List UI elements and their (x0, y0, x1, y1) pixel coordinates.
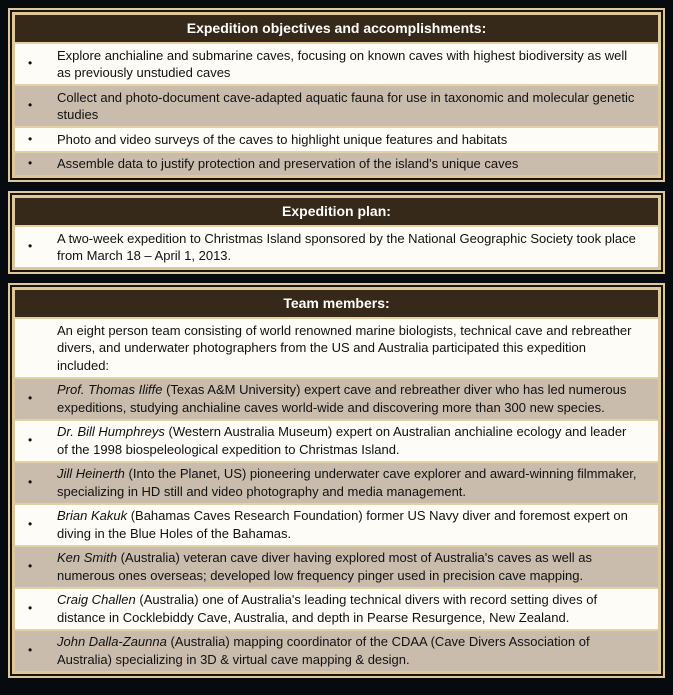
item-text: (Bahamas Caves Research Foundation) former US Navy diver and foremost expert on diving in the Blue Holes of the Bahamas. (57, 508, 628, 541)
list-item (15, 151, 658, 176)
bullet-icon: • (28, 600, 33, 615)
section-plan (8, 191, 665, 274)
bullet-icon: • (28, 642, 33, 657)
section-plan-frame (12, 195, 661, 270)
list-item (15, 419, 658, 461)
list-item (15, 227, 658, 267)
section-objectives-frame (12, 12, 661, 178)
bullet-icon: • (28, 56, 33, 71)
list-item (15, 461, 658, 503)
bullet-icon: • (28, 432, 33, 447)
item-text: An eight person team consisting of world renowned marine biologists, technical cave and rebreather divers, and underwater photographers from the US and Australia participated this expedition included: (57, 322, 632, 373)
member-name: Jill Heinerth (57, 466, 125, 481)
bullet-icon: • (28, 516, 33, 531)
bullet-icon: • (28, 390, 33, 405)
list-item (15, 629, 658, 671)
list-item (15, 84, 658, 126)
item-text: Photo and video surveys of the caves to highlight unique features and habitats (57, 131, 508, 147)
member-name: Ken Smith (57, 550, 117, 565)
member-name: Prof. Thomas Iliffe (57, 382, 163, 397)
bullet-icon: • (28, 239, 33, 254)
list-item (15, 503, 658, 545)
section-team (8, 283, 665, 678)
list-item (15, 377, 658, 419)
member-name: Craig Challen (57, 592, 136, 607)
section-title: Team members: (15, 290, 658, 319)
list-item (15, 545, 658, 587)
member-name: Brian Kakuk (57, 508, 128, 523)
section-title: Expedition objectives and accomplishments: (15, 15, 658, 44)
bullet-icon: • (28, 131, 33, 146)
list-item (15, 126, 658, 151)
bullet-icon: • (28, 156, 33, 170)
item-text: (Western Australia Museum) expert on Australian anchialine ecology and leader of the 1998 biospeleological expedition to Christmas Island. (57, 424, 627, 457)
member-name: Dr. Bill Humphreys (57, 424, 165, 439)
list-item (15, 319, 658, 377)
item-text: (Texas A&M University) expert cave and rebreather diver who has led numerous expeditions, studying anchialine caves world-wide and discovering more than 300 new species. (57, 382, 627, 415)
list-item (15, 587, 658, 629)
item-text: Collect and photo-document cave-adapted aquatic fauna for use in taxonomic and molecular genetic studies (57, 89, 635, 122)
section-team-frame (12, 287, 661, 674)
item-text: A two-week expedition to Christmas Island sponsored by the National Geographic Society took place from March 18 – April 1, 2013. (57, 230, 636, 263)
bullet-icon: • (28, 558, 33, 573)
section-objectives (8, 8, 665, 182)
bullet-icon: • (28, 98, 33, 113)
bullet-icon: • (28, 474, 33, 489)
member-name: John Dalla-Zaunna (57, 634, 167, 649)
item-text: Assemble data to justify protection and preservation of the island's unique caves (57, 156, 519, 171)
item-text: (Into the Planet, US) pioneering underwater cave explorer and award-winning filmmaker, specializing in HD still and video photography and media management. (57, 466, 637, 499)
list-item (15, 44, 658, 84)
item-text: (Australia) one of Australia's leading technical divers with record setting dives of distance in Cocklebiddy Cave, Australia, and depth in Pearse Resurgence, New Zealand. (57, 592, 598, 625)
item-text: (Australia) veteran cave diver having explored most of Australia's caves as well as numerous ones overseas; developed low frequency pinger used in precision cave mapping. (57, 550, 593, 583)
item-text: (Australia) mapping coordinator of the CDAA (Cave Divers Association of Australia) specializing in 3D & virtual cave mapping & design. (57, 634, 590, 667)
section-title: Expedition plan: (15, 198, 658, 227)
item-text: Explore anchialine and submarine caves, focusing on known caves with highest biodiversity as well as previously unstudied caves (57, 47, 628, 80)
